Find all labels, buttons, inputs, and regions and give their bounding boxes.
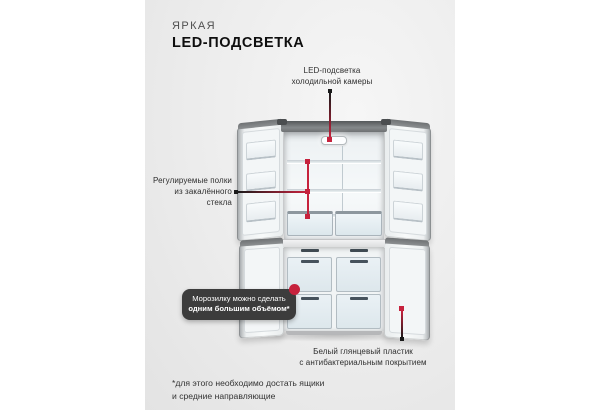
fridge-lower-right-door — [384, 241, 430, 340]
title-kicker: ЯРКАЯ — [172, 20, 216, 32]
marker-dot-black — [400, 337, 404, 341]
badge-red-dot — [289, 284, 300, 295]
callout-led-line2: холодильной камеры — [291, 77, 373, 87]
door-liner — [389, 128, 427, 236]
fridge-base — [286, 331, 382, 335]
freezer-badge-line1: Морозилку можно сделать — [192, 294, 286, 303]
callout-shelves-line3: стекла — [206, 198, 232, 208]
footnote — [172, 377, 324, 403]
crisper-drawer — [335, 211, 382, 236]
door-bin — [393, 201, 423, 222]
door-bin — [393, 140, 423, 161]
marker-dot-red — [305, 214, 310, 219]
coating-callout-line — [401, 311, 403, 338]
callout-shelves-label — [138, 175, 232, 209]
hinge-right — [381, 119, 391, 125]
callout-coating-line2: с антибактериальным покрытием — [299, 358, 427, 368]
callout-coating-line1: Белый глянцевый пластик — [313, 347, 413, 356]
marker-dot-red — [305, 159, 310, 164]
freezer-badge — [182, 289, 296, 320]
glass-shelf — [287, 160, 381, 164]
title-block — [172, 20, 304, 51]
fridge-top-panel — [281, 121, 387, 132]
callout-shelves-line2: из закалённого — [174, 187, 232, 197]
callout-led-line1: LED-подсветка — [303, 66, 361, 75]
footnote-line2: и средние направляющие — [172, 390, 276, 401]
freezer-slot-handle — [301, 249, 319, 252]
freezer-badge-line2: одним большим объёмом* — [188, 304, 290, 314]
door-bin — [393, 170, 423, 191]
door-bin — [246, 170, 276, 191]
door-bin — [246, 140, 276, 161]
footnote-line1: *для этого необходимо достать ящики — [172, 378, 325, 388]
freezer-column — [335, 247, 382, 331]
crisper-drawer — [287, 211, 333, 236]
door-bin — [246, 201, 276, 222]
page-title: LED-ПОДСВЕТКА — [172, 35, 305, 51]
marker-dot-red — [305, 189, 310, 194]
freezer-slot-handle — [350, 249, 368, 252]
fridge-compartment-interior — [284, 132, 384, 239]
shelves-callout-line — [238, 191, 306, 193]
led-light — [321, 136, 347, 145]
hinge-left — [277, 119, 287, 125]
freezer-drawer — [336, 294, 381, 329]
callout-shelves-line1: Регулируемые полки — [153, 176, 232, 185]
door-liner — [242, 128, 280, 236]
marker-dot-red — [327, 137, 332, 142]
callout-coating-label — [283, 346, 443, 368]
fridge-upper-right-door — [384, 123, 431, 242]
door-liner — [389, 247, 426, 336]
led-callout-line — [329, 93, 331, 138]
fridge-upper-left-door — [237, 123, 284, 242]
freezer-drawer — [336, 257, 381, 292]
callout-led-label — [272, 65, 392, 87]
